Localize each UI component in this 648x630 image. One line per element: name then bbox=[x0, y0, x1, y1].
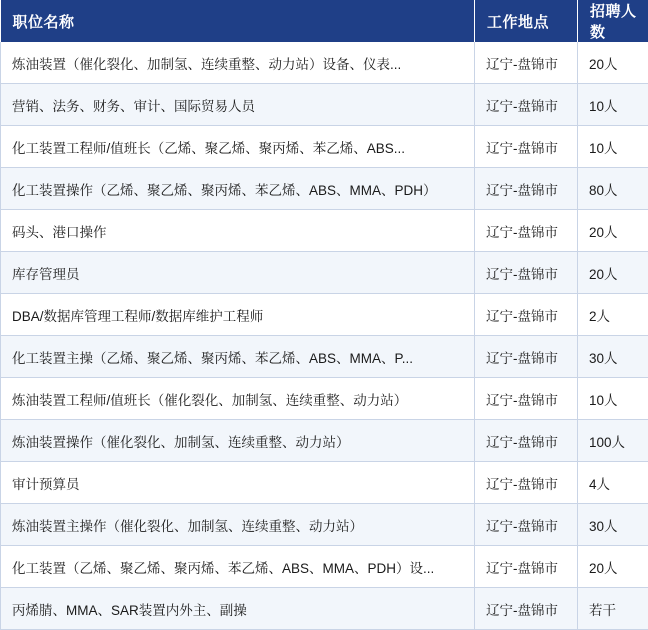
table-row[interactable] bbox=[1, 294, 648, 336]
job-title-cell[interactable]: 炼油装置主操作（催化裂化、加制氢、连续重整、动力站） bbox=[1, 504, 475, 546]
work-location-cell: 辽宁-盘锦市 bbox=[475, 462, 578, 504]
table-row[interactable] bbox=[1, 336, 648, 378]
column-header-job-title: 职位名称 bbox=[1, 0, 475, 42]
table-body bbox=[1, 42, 648, 630]
headcount-cell: 10人 bbox=[578, 378, 648, 420]
job-title-cell[interactable]: 化工装置工程师/值班长（乙烯、聚乙烯、聚丙烯、苯乙烯、ABS... bbox=[1, 126, 475, 168]
work-location-cell: 辽宁-盘锦市 bbox=[475, 42, 578, 84]
headcount-cell: 20人 bbox=[578, 42, 648, 84]
column-header-work-location: 工作地点 bbox=[475, 0, 578, 42]
work-location-cell: 辽宁-盘锦市 bbox=[475, 210, 578, 252]
work-location-cell: 辽宁-盘锦市 bbox=[475, 336, 578, 378]
table-header bbox=[1, 0, 648, 42]
headcount-cell: 30人 bbox=[578, 504, 648, 546]
headcount-cell: 10人 bbox=[578, 84, 648, 126]
job-title-cell[interactable]: 码头、港口操作 bbox=[1, 210, 475, 252]
table-row[interactable] bbox=[1, 420, 648, 462]
headcount-cell: 100人 bbox=[578, 420, 648, 462]
work-location-cell: 辽宁-盘锦市 bbox=[475, 420, 578, 462]
work-location-cell: 辽宁-盘锦市 bbox=[475, 294, 578, 336]
job-title-cell[interactable]: 库存管理员 bbox=[1, 252, 475, 294]
headcount-cell: 20人 bbox=[578, 252, 648, 294]
job-title-cell[interactable]: 丙烯腈、MMA、SAR装置内外主、副操 bbox=[1, 588, 475, 630]
headcount-cell: 20人 bbox=[578, 210, 648, 252]
job-title-cell[interactable]: 审计预算员 bbox=[1, 462, 475, 504]
work-location-cell: 辽宁-盘锦市 bbox=[475, 504, 578, 546]
headcount-cell: 10人 bbox=[578, 126, 648, 168]
work-location-cell: 辽宁-盘锦市 bbox=[475, 588, 578, 630]
table-row[interactable] bbox=[1, 126, 648, 168]
work-location-cell: 辽宁-盘锦市 bbox=[475, 84, 578, 126]
job-title-cell[interactable]: DBA/数据库管理工程师/数据库维护工程师 bbox=[1, 294, 475, 336]
table-header-row bbox=[1, 0, 648, 42]
table-row[interactable] bbox=[1, 168, 648, 210]
table-row[interactable] bbox=[1, 378, 648, 420]
work-location-cell: 辽宁-盘锦市 bbox=[475, 126, 578, 168]
table-row[interactable] bbox=[1, 588, 648, 630]
job-title-cell[interactable]: 化工装置主操（乙烯、聚乙烯、聚丙烯、苯乙烯、ABS、MMA、P... bbox=[1, 336, 475, 378]
headcount-cell: 4人 bbox=[578, 462, 648, 504]
table-row[interactable] bbox=[1, 252, 648, 294]
table-row[interactable] bbox=[1, 42, 648, 84]
work-location-cell: 辽宁-盘锦市 bbox=[475, 546, 578, 588]
headcount-cell: 30人 bbox=[578, 336, 648, 378]
table-row[interactable] bbox=[1, 462, 648, 504]
headcount-cell: 20人 bbox=[578, 546, 648, 588]
headcount-cell: 2人 bbox=[578, 294, 648, 336]
job-title-cell[interactable]: 化工装置（乙烯、聚乙烯、聚丙烯、苯乙烯、ABS、MMA、PDH）设... bbox=[1, 546, 475, 588]
table-row[interactable] bbox=[1, 504, 648, 546]
job-title-cell[interactable]: 炼油装置操作（催化裂化、加制氢、连续重整、动力站） bbox=[1, 420, 475, 462]
job-title-cell[interactable]: 炼油装置（催化裂化、加制氢、连续重整、动力站）设备、仪表... bbox=[1, 42, 475, 84]
job-title-cell[interactable]: 炼油装置工程师/值班长（催化裂化、加制氢、连续重整、动力站） bbox=[1, 378, 475, 420]
table-row[interactable] bbox=[1, 84, 648, 126]
headcount-cell: 若干 bbox=[578, 588, 648, 630]
table-row[interactable] bbox=[1, 546, 648, 588]
job-title-cell[interactable]: 营销、法务、财务、审计、国际贸易人员 bbox=[1, 84, 475, 126]
headcount-cell: 80人 bbox=[578, 168, 648, 210]
work-location-cell: 辽宁-盘锦市 bbox=[475, 168, 578, 210]
job-title-cell[interactable]: 化工装置操作（乙烯、聚乙烯、聚丙烯、苯乙烯、ABS、MMA、PDH） bbox=[1, 168, 475, 210]
work-location-cell: 辽宁-盘锦市 bbox=[475, 252, 578, 294]
work-location-cell: 辽宁-盘锦市 bbox=[475, 378, 578, 420]
table-row[interactable] bbox=[1, 210, 648, 252]
column-header-headcount: 招聘人数 bbox=[578, 0, 648, 42]
